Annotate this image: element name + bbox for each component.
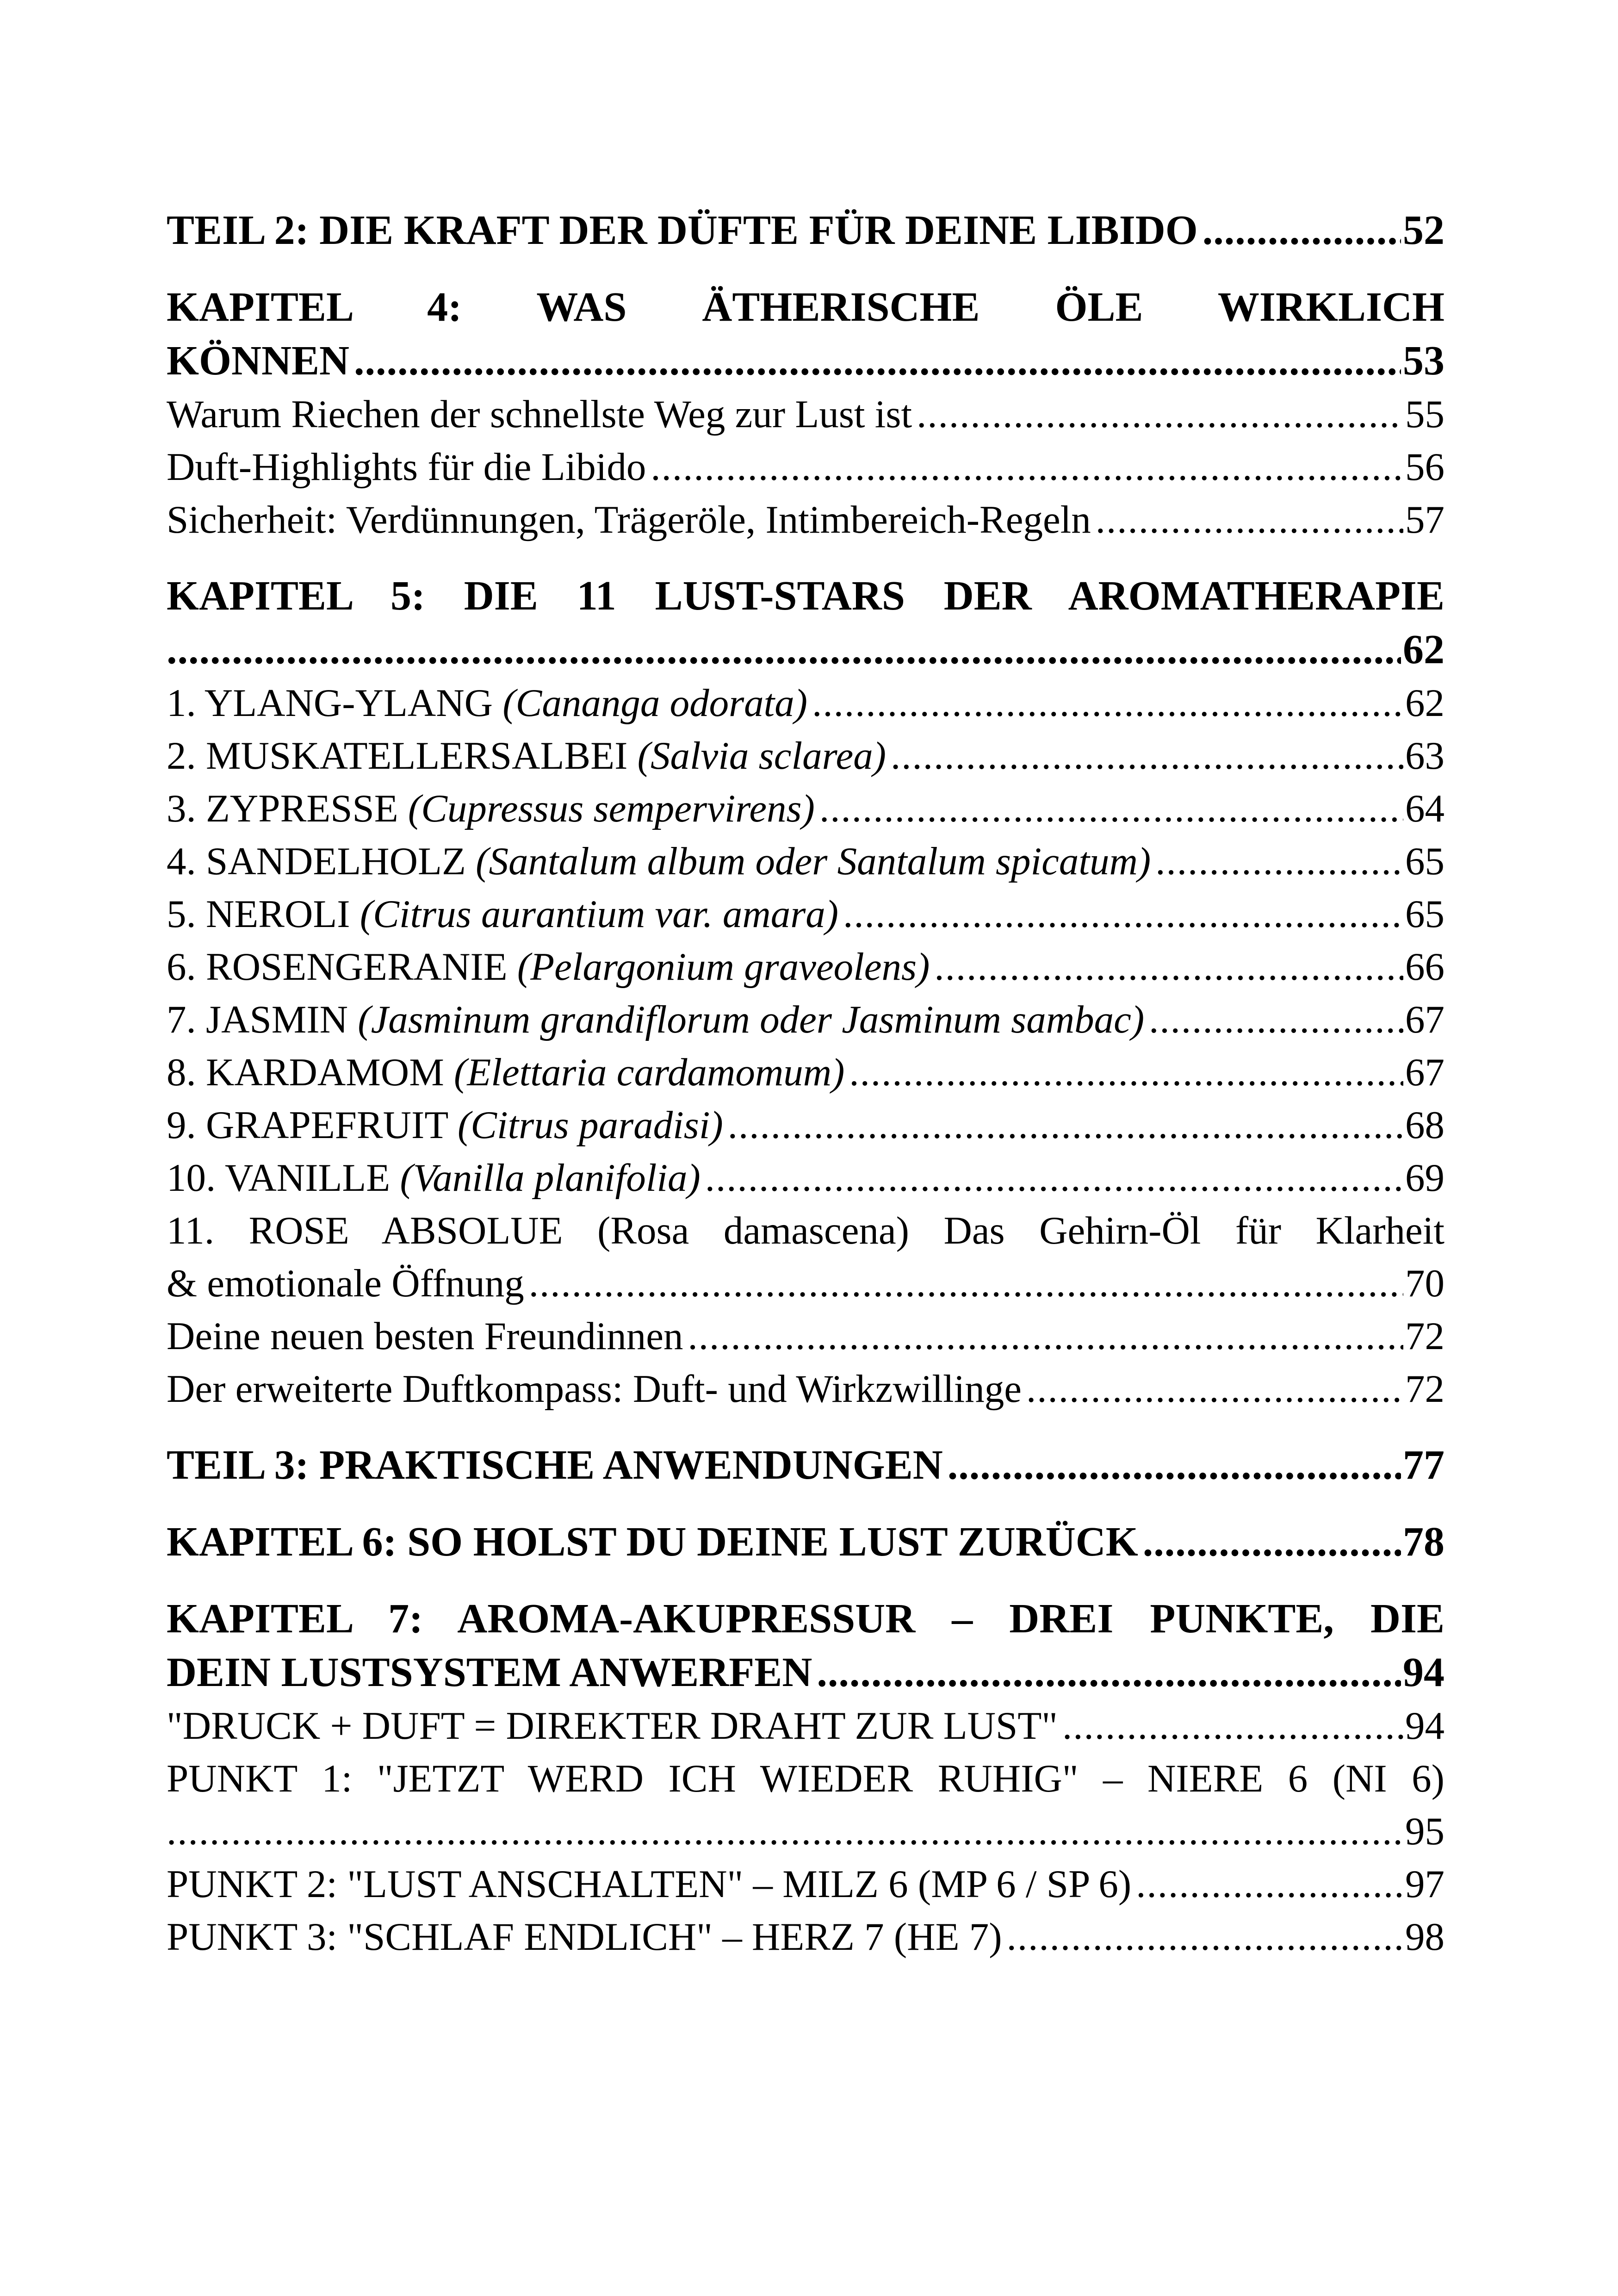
toc-entry-page: 77 (1403, 1442, 1444, 1488)
toc-entry-title: 4. SANDELHOLZ (Santalum album oder Santalum spicatum) (167, 840, 1151, 883)
toc-entry-page: 56 (1405, 445, 1444, 489)
toc-entry[interactable] (167, 1858, 1444, 1910)
toc-entry-page: 67 (1405, 998, 1444, 1041)
toc-entry-page: 52 (1403, 207, 1444, 253)
toc-entry[interactable] (167, 1910, 1444, 1963)
toc-entry-title: 5. NEROLI (Citrus aurantium var. amara) (167, 892, 839, 936)
toc-entry-page: 63 (1405, 734, 1444, 778)
toc-leader-dots (1155, 835, 1403, 888)
toc-entry-kapitel-5[interactable] (167, 569, 1444, 677)
toc-entry-title: Deine neuen besten Freundinnen (167, 1314, 683, 1358)
toc-leader-dots (1096, 493, 1403, 546)
toc-entry-page: 94 (1405, 1704, 1444, 1748)
toc-entry[interactable] (167, 1363, 1444, 1415)
toc-leader-dots (891, 729, 1403, 782)
toc-entry-kapitel-4[interactable] (167, 280, 1444, 388)
toc-leader-dots (688, 1310, 1403, 1363)
toc-entry-page: 98 (1405, 1915, 1444, 1959)
toc-entry-title-line-1: KAPITEL 4: WAS ÄTHERISCHE ÖLE WIRKLICH (167, 284, 1444, 330)
toc-entry-title-line-1: KAPITEL 7: AROMA-AKUPRESSUR – DREI PUNKTE, DIE (167, 1596, 1444, 1642)
toc-leader-dots (1007, 1910, 1403, 1963)
toc-entry-page: 72 (1405, 1314, 1444, 1358)
toc-entry[interactable] (167, 993, 1444, 1046)
toc-entry-title: 2. MUSKATELLERSALBEI (Salvia sclarea) (167, 734, 886, 778)
toc-leader-dots (529, 1257, 1403, 1310)
toc-entry-title: Der erweiterte Duftkompass: Duft- und Wirkzwillinge (167, 1367, 1022, 1411)
toc-entry-title-line-1: 11. ROSE ABSOLUE (Rosa damascena) Das Gehirn-Öl für Klarheit (167, 1209, 1444, 1252)
toc-entry-page: 94 (1403, 1649, 1444, 1695)
toc-leader-dots (1203, 204, 1401, 257)
toc-entry-page: 62 (1403, 627, 1444, 672)
toc-leader-dots (1026, 1363, 1403, 1415)
toc-entry-page: 72 (1405, 1367, 1444, 1411)
toc-entry[interactable] (167, 1046, 1444, 1099)
toc-entry-title-line-2: KÖNNEN (167, 338, 350, 384)
toc-entry-title-line-2: & emotionale Öffnung (167, 1262, 524, 1305)
toc-entry-title: PUNKT 3: "SCHLAF ENDLICH" – HERZ 7 (HE 7) (167, 1915, 1002, 1959)
toc-leader-dots (1149, 993, 1403, 1046)
toc-entry-page: 97 (1405, 1862, 1444, 1906)
toc-entry[interactable] (167, 388, 1444, 441)
toc-entry-page: 69 (1405, 1156, 1444, 1200)
toc-entry-title: KAPITEL 6: SO HOLST DU DEINE LUST ZURÜCK (167, 1519, 1138, 1565)
toc-entry-title: Sicherheit: Verdünnungen, Trägeröle, Intimbereich-Regeln (167, 498, 1091, 541)
toc-leader-dots (948, 1438, 1401, 1492)
toc-entry-title-line-1: KAPITEL 5: DIE 11 LUST-STARS DER AROMATHERAPIE (167, 573, 1444, 619)
toc-entry-page: 57 (1405, 498, 1444, 541)
toc-entry[interactable] (167, 441, 1444, 493)
toc-entry-page: 64 (1405, 787, 1444, 830)
toc-leader-dots (167, 623, 1401, 677)
toc-entry[interactable] (167, 835, 1444, 888)
toc-entry-page: 62 (1405, 681, 1444, 725)
toc-entry[interactable] (167, 1151, 1444, 1204)
toc-leader-dots (167, 1805, 1403, 1858)
toc-leader-dots (917, 388, 1403, 441)
toc-entry-page: 53 (1403, 338, 1444, 384)
toc-leader-dots (651, 441, 1403, 493)
toc-entry-title: Duft-Highlights für die Libido (167, 445, 646, 489)
toc-entry-page: 95 (1405, 1810, 1444, 1853)
toc-entry-title: TEIL 2: DIE KRAFT DER DÜFTE FÜR DEINE LIBIDO (167, 207, 1198, 253)
toc-entry-teil-3[interactable] (167, 1438, 1444, 1492)
toc-leader-dots (1062, 1699, 1403, 1752)
toc-entry-teil-2[interactable] (167, 204, 1444, 257)
toc-entry-title: PUNKT 2: "LUST ANSCHALTEN" – MILZ 6 (MP 6 / SP 6) (167, 1862, 1132, 1906)
toc-leader-dots (849, 1046, 1403, 1099)
toc-entry-punkt-1[interactable] (167, 1752, 1444, 1858)
toc-entry-page: 70 (1405, 1262, 1444, 1305)
toc-entry-page: 65 (1405, 892, 1444, 936)
toc-entry-title: "DRUCK + DUFT = DIREKTER DRAHT ZUR LUST" (167, 1704, 1058, 1748)
toc-entry-title: 8. KARDAMOM (Elettaria cardamomum) (167, 1051, 845, 1094)
toc-entry-page: 68 (1405, 1103, 1444, 1147)
toc-leader-dots (812, 677, 1403, 729)
toc-entry[interactable] (167, 1099, 1444, 1151)
toc-entry-page: 78 (1403, 1519, 1444, 1565)
toc-entry-title: TEIL 3: PRAKTISCHE ANWENDUNGEN (167, 1442, 943, 1488)
toc-entry-title: 3. ZYPRESSE (Cupressus sempervirens) (167, 787, 815, 830)
toc-entry-title: 1. YLANG-YLANG (Cananga odorata) (167, 681, 808, 725)
toc-entry-title: 9. GRAPEFRUIT (Citrus paradisi) (167, 1103, 723, 1147)
toc-entry-kapitel-6[interactable] (167, 1515, 1444, 1569)
toc-entry-page: 66 (1405, 945, 1444, 989)
toc-leader-dots (705, 1151, 1403, 1204)
toc-entry[interactable] (167, 1699, 1444, 1752)
toc-entry-title: Warum Riechen der schnellste Weg zur Lust ist (167, 392, 912, 436)
toc-leader-dots (1136, 1858, 1403, 1910)
toc-entry[interactable] (167, 940, 1444, 993)
toc-entry-page: 65 (1405, 840, 1444, 883)
toc-entry-title-line-1: PUNKT 1: "JETZT WERD ICH WIEDER RUHIG" – NIERE 6 (NI 6) (167, 1757, 1444, 1800)
toc-entry-kapitel-7[interactable] (167, 1592, 1444, 1699)
toc-leader-dots (819, 782, 1403, 835)
toc-entry-title: 10. VANILLE (Vanilla planifolia) (167, 1156, 701, 1200)
toc-leader-dots (354, 334, 1401, 388)
toc-entry-page: 67 (1405, 1051, 1444, 1094)
toc-entry[interactable] (167, 729, 1444, 782)
toc-leader-dots (934, 940, 1403, 993)
table-of-contents (167, 204, 1444, 1963)
toc-entry-page: 55 (1405, 392, 1444, 436)
toc-entry[interactable] (167, 782, 1444, 835)
toc-leader-dots (728, 1099, 1403, 1151)
toc-entry[interactable] (167, 493, 1444, 546)
toc-leader-dots (843, 888, 1403, 940)
toc-entry[interactable] (167, 677, 1444, 729)
toc-entry-title: 7. JASMIN (Jasminum grandiflorum oder Jasminum sambac) (167, 998, 1145, 1041)
toc-entry[interactable] (167, 1310, 1444, 1363)
toc-entry[interactable] (167, 888, 1444, 940)
toc-leader-dots (817, 1646, 1401, 1699)
toc-leader-dots (1143, 1515, 1401, 1569)
toc-entry-title-line-2: DEIN LUSTSYSTEM ANWERFEN (167, 1649, 812, 1695)
toc-entry-title: 6. ROSENGERANIE (Pelargonium graveolens) (167, 945, 930, 989)
toc-entry-rose-absolue[interactable] (167, 1204, 1444, 1310)
